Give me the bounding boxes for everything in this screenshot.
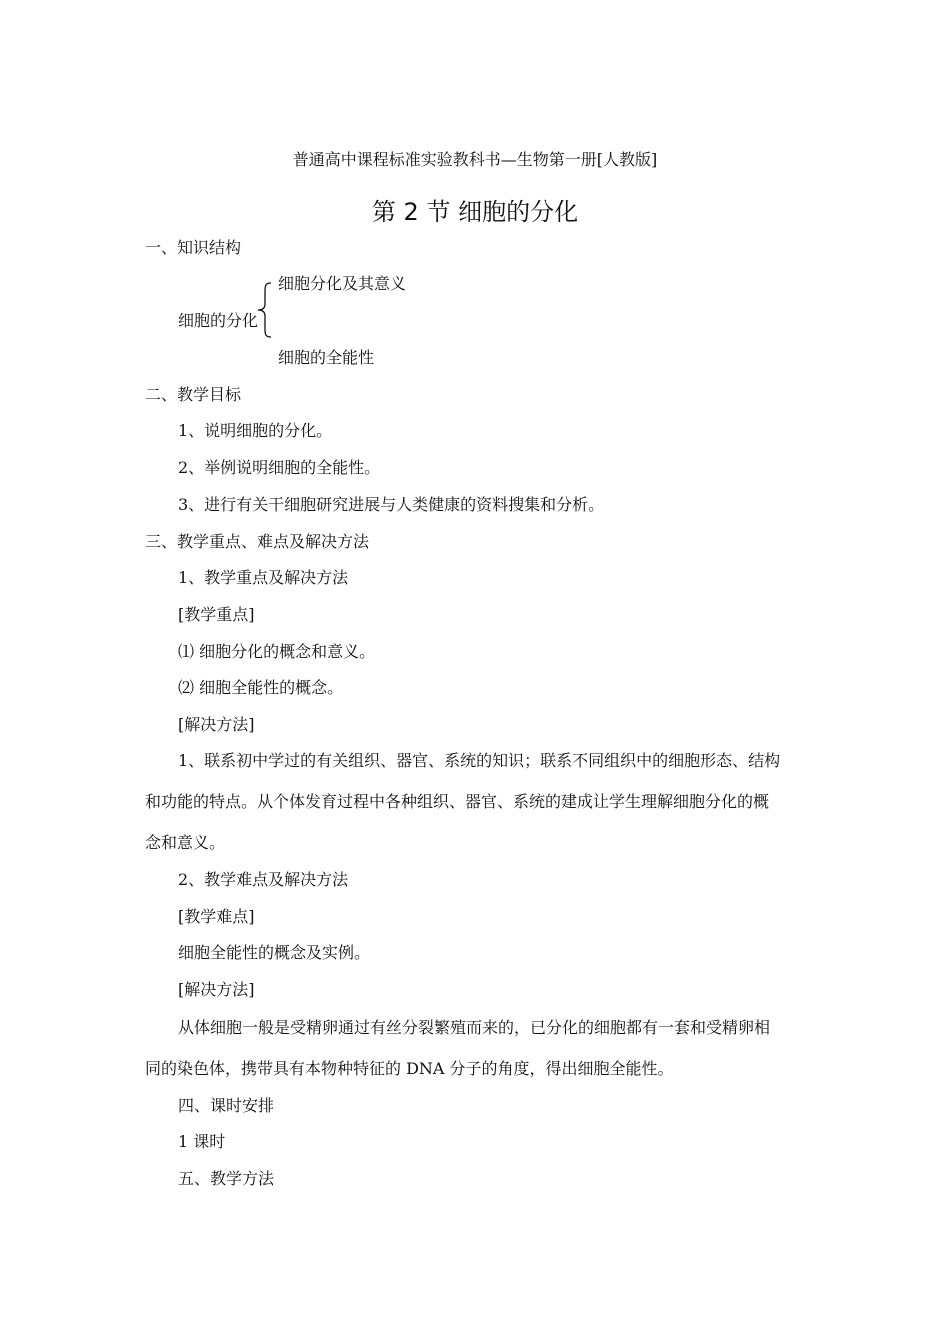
difficult-tag: [教学难点] <box>178 907 255 926</box>
goal-item: 2、举例说明细胞的全能性。 <box>178 458 381 477</box>
key-method-line: 和功能的特点。从个体发育过程中各种组织、器官、系统的建成让学生理解细胞分化的概 <box>145 792 770 811</box>
page-title: 第 2 节 细胞的分化 <box>371 198 579 226</box>
goal-item: 3、进行有关干细胞研究进展与人类健康的资料搜集和分析。 <box>178 495 605 514</box>
document-header: 普通高中课程标准实验教科书—生物第一册[人教版] <box>292 150 658 169</box>
key-item: ⑵ 细胞全能性的概念。 <box>178 678 344 697</box>
structure-branch-1: 细胞分化及其意义 <box>278 274 407 293</box>
section-heading-4: 四、课时安排 <box>178 1096 275 1115</box>
key-method-line: 1、联系初中学过的有关组织、器官、系统的知识；联系不同组织中的细胞形态、结构 <box>178 751 781 770</box>
key-method-tag: [解决方法] <box>178 715 255 734</box>
section-heading-1: 一、知识结构 <box>145 238 242 257</box>
goal-item: 1、说明细胞的分化。 <box>178 421 333 440</box>
section-heading-3: 三、教学重点、难点及解决方法 <box>145 532 370 551</box>
difficult-item: 细胞全能性的概念及实例。 <box>178 943 371 962</box>
key-heading: 1、教学重点及解决方法 <box>178 568 349 587</box>
difficult-method-tag: [解决方法] <box>178 980 255 999</box>
structure-root: 细胞的分化 <box>178 311 259 330</box>
difficult-method-line: 同的染色体，携带具有本物种特征的 DNA 分子的角度，得出细胞全能性。 <box>145 1059 674 1078</box>
schedule-text: 1 课时 <box>178 1132 226 1151</box>
curly-brace-icon <box>256 282 274 338</box>
structure-branch-2: 细胞的全能性 <box>278 348 375 367</box>
section-heading-2: 二、教学目标 <box>145 385 242 404</box>
section-heading-5: 五、教学方法 <box>178 1169 275 1188</box>
difficult-method-line: 从体细胞一般是受精卵通过有丝分裂繁殖而来的，已分化的细胞都有一套和受精卵相 <box>178 1018 771 1037</box>
difficult-heading: 2、教学难点及解决方法 <box>178 870 349 889</box>
key-tag: [教学重点] <box>178 605 255 624</box>
key-method-line: 念和意义。 <box>145 833 226 852</box>
key-item: ⑴ 细胞分化的概念和意义。 <box>178 642 376 661</box>
